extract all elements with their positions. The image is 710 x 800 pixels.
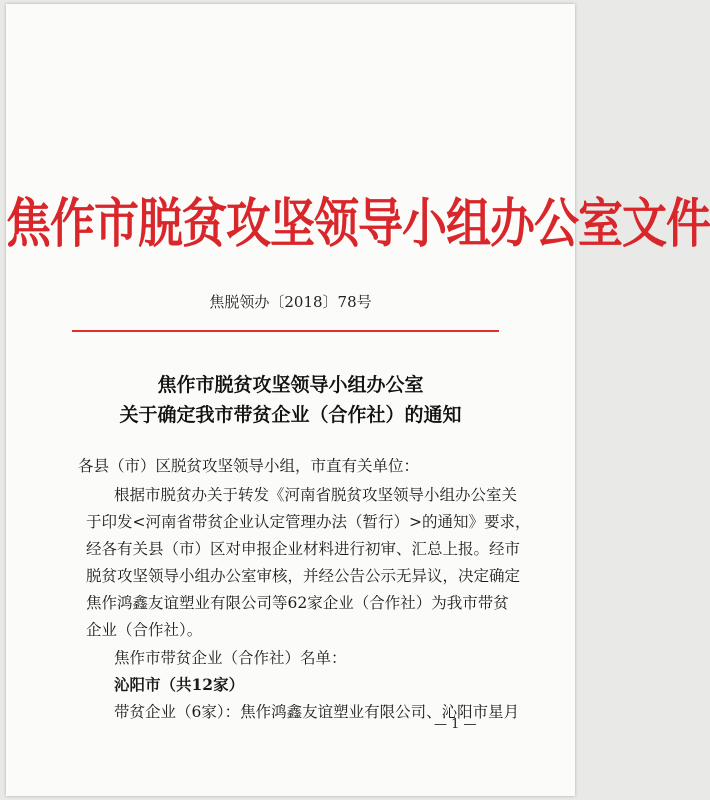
paragraph-line: 于印发<河南省带贫企业认定管理办法（暂行）>的通知》要求， [86,513,531,531]
subject-line-2: 关于确定我市带贫企业（合作社）的通知 [119,404,462,426]
addressee: 各县（市）区脱贫攻坚领导小组，市直有关单位： [78,457,420,475]
list-intro: 焦作市带贫企业（合作社）名单： [114,649,347,667]
paragraph-line: 焦作鸿鑫友谊塑业有限公司等62家企业（合作社）为我市带贫 [86,594,509,612]
county-heading: 沁阳市（共12家） [114,675,245,694]
document-page [6,4,710,796]
subject-line-1: 焦作市脱贫攻坚领导小组办公室 [157,374,424,396]
paragraph-line: 经各有关县（市）区对申报企业材料进行初审、汇总上报。经市 [86,540,521,558]
paragraph-line: 根据市脱贫办关于转发《河南省脱贫攻坚领导小组办公室关 [114,486,518,504]
red-divider-line [72,330,499,332]
category-line: 带贫企业（6家）：焦作鸿鑫友谊塑业有限公司、沁阳市星月 [114,703,520,721]
document-header-title: 焦作市脱贫攻坚领导小组办公室文件 [6,191,710,255]
paragraph-line: 脱贫攻坚领导小组办公室审核，并经公告公示无异议，决定确定 [86,567,521,585]
paragraph-line: 企业（合作社）。 [86,621,203,639]
document-number: 焦脱领办〔2018〕78号 [209,293,372,311]
page-number: — 1 — [434,717,477,732]
